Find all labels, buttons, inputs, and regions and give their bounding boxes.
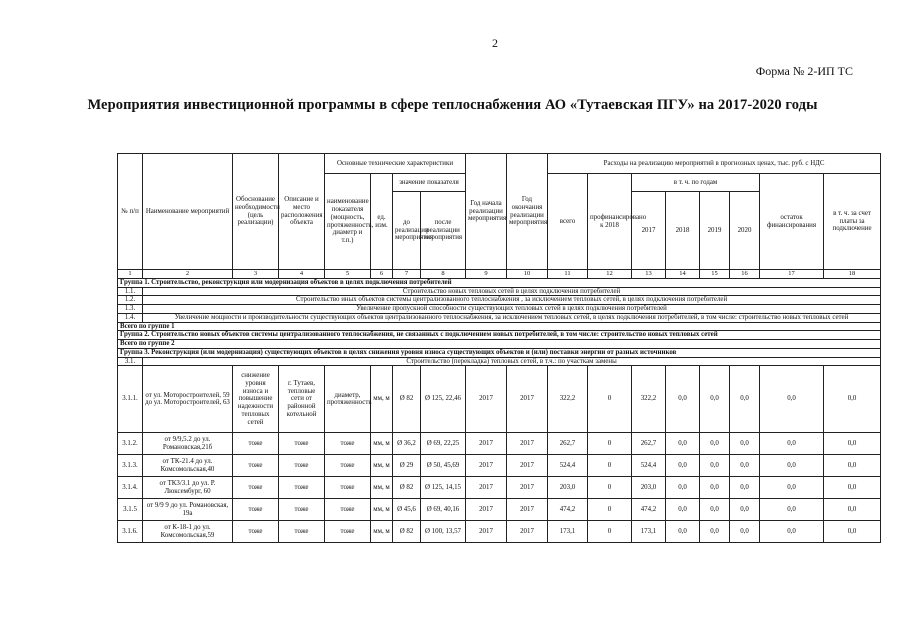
column-number: 17	[760, 270, 824, 279]
row-start: 2017	[466, 433, 507, 455]
table-row	[118, 433, 881, 455]
row-place: тоже	[279, 477, 325, 499]
column-number: 16	[730, 270, 760, 279]
row-2019: 0,0	[700, 455, 730, 477]
row-indicator: тоже	[325, 521, 371, 543]
group-row	[118, 279, 881, 288]
column-number: 14	[666, 270, 700, 279]
row-indicator: тоже	[325, 499, 371, 521]
page-number: 2	[492, 36, 498, 50]
row-indicator: тоже	[325, 455, 371, 477]
item-text: Строительство новых тепловых сетей в целях подключения потребителей	[143, 287, 881, 296]
item-text: Строительство иных объектов системы централизованного теплоснабжения , за исключением тепловых сетей, в целях подключения потребителей	[143, 296, 881, 305]
row-2017: 474,2	[632, 499, 666, 521]
row-before: Ø 45,6	[393, 499, 421, 521]
total-row	[118, 340, 881, 349]
row-start: 2017	[466, 366, 507, 433]
col-header-value-group: значение показателя	[393, 174, 466, 192]
table-row	[118, 477, 881, 499]
col-header-years-group: в т. ч. по годам	[632, 174, 760, 192]
row-place: г. Тутаев, тепловые сети от районной котельной	[279, 366, 325, 433]
column-number: 18	[824, 270, 881, 279]
row-total: 173,1	[548, 521, 588, 543]
row-2019: 0,0	[700, 521, 730, 543]
row-name: от 9/9 9 до ул. Романовская, 19а	[143, 499, 233, 521]
table-row	[118, 521, 881, 543]
page-title: Мероприятия инвестиционной программы в сфере теплоснабжения АО «Тутаевская ПГУ» на 2017-2020 годы	[87, 97, 818, 113]
item-number: 3.1.	[118, 357, 143, 366]
group-2-total: Всего по группе 2	[118, 340, 881, 349]
item-number: 1.2.	[118, 296, 143, 305]
group-3-title: Группа 3. Реконструкция (или модернизация) существующих объектов в целях снижения уровня износа существующих объектов и (или) поставки энергии от разных источников	[118, 348, 881, 357]
column-number: 10	[507, 270, 548, 279]
row-financed: 0	[588, 521, 632, 543]
item-number: 1.1.	[118, 287, 143, 296]
item-number: 1.3.	[118, 305, 143, 314]
row-2020: 0,0	[730, 366, 760, 433]
col-header-2019: 2019	[700, 192, 730, 270]
row-financed: 0	[588, 366, 632, 433]
col-header-total: всего	[548, 174, 588, 270]
table-row	[118, 357, 881, 366]
row-unit: мм, м	[371, 455, 393, 477]
row-number: 3.1.4.	[118, 477, 143, 499]
row-2018: 0,0	[666, 499, 700, 521]
row-after: Ø 50, 45,69	[421, 455, 466, 477]
investment-program-table	[117, 153, 881, 543]
column-number: 6	[371, 270, 393, 279]
column-number: 3	[233, 270, 279, 279]
group-row	[118, 331, 881, 340]
row-reason: тоже	[233, 455, 279, 477]
row-2017: 262,7	[632, 433, 666, 455]
row-financed: 0	[588, 499, 632, 521]
group-row	[118, 348, 881, 357]
row-number: 3.1.2.	[118, 433, 143, 455]
item-number: 1.4.	[118, 313, 143, 322]
column-number: 5	[325, 270, 371, 279]
row-2019: 0,0	[700, 499, 730, 521]
row-name: от К-18-1 до ул. Комсомольская,59	[143, 521, 233, 543]
column-number: 11	[548, 270, 588, 279]
col-header-2020: 2020	[730, 192, 760, 270]
row-reason: тоже	[233, 499, 279, 521]
table-row	[118, 287, 881, 296]
column-number: 12	[588, 270, 632, 279]
row-fee: 0,0	[824, 455, 881, 477]
row-indicator: диаметр, протяженность	[325, 366, 371, 433]
row-remaining: 0,0	[760, 499, 824, 521]
row-2017: 203,0	[632, 477, 666, 499]
item-text: Увеличение пропускной способности существующих тепловых сетей в целях подключения потребителей	[143, 305, 881, 314]
row-total: 322,2	[548, 366, 588, 433]
row-2017: 322,2	[632, 366, 666, 433]
row-name: от ТК-21.4 до ул. Комсомольская,40	[143, 455, 233, 477]
row-total: 524,4	[548, 455, 588, 477]
row-2020: 0,0	[730, 433, 760, 455]
column-number: 1	[118, 270, 143, 279]
row-number: 3.1.6.	[118, 521, 143, 543]
col-header-before: до реализации мероприятия	[393, 192, 421, 270]
col-header-incl-fee: в т. ч. за счет платы за подключение	[824, 174, 881, 270]
row-financed: 0	[588, 455, 632, 477]
row-after: Ø 100, 13,57	[421, 521, 466, 543]
row-2020: 0,0	[730, 499, 760, 521]
row-name: от ул. Моторостроителей, 59 до ул. Моторостроителей, 63	[143, 366, 233, 433]
row-2020: 0,0	[730, 477, 760, 499]
row-end: 2017	[507, 433, 548, 455]
row-unit: мм, м	[371, 521, 393, 543]
row-before: Ø 82	[393, 366, 421, 433]
form-label: Форма № 2-ИП ТС	[755, 64, 853, 78]
row-end: 2017	[507, 477, 548, 499]
col-header-location: Описание и место расположения объекта	[279, 154, 325, 270]
row-2017: 173,1	[632, 521, 666, 543]
table-row	[118, 499, 881, 521]
row-indicator: тоже	[325, 477, 371, 499]
row-2017: 524,4	[632, 455, 666, 477]
group-1-total: Всего по группе 1	[118, 322, 881, 331]
row-2018: 0,0	[666, 477, 700, 499]
row-before: Ø 82	[393, 477, 421, 499]
row-remaining: 0,0	[760, 455, 824, 477]
column-number: 13	[632, 270, 666, 279]
col-header-2017: 2017	[632, 192, 666, 270]
row-unit: мм, м	[371, 366, 393, 433]
row-start: 2017	[466, 521, 507, 543]
col-header-year-start: Год начала реализации мероприятия	[466, 154, 507, 270]
row-number: 3.1.1.	[118, 366, 143, 433]
row-fee: 0,0	[824, 521, 881, 543]
table-row	[118, 366, 881, 433]
row-reason: тоже	[233, 433, 279, 455]
column-number: 9	[466, 270, 507, 279]
col-header-name: Наименование мероприятий	[143, 154, 233, 270]
table-row	[118, 313, 881, 322]
row-total: 262,7	[548, 433, 588, 455]
row-place: тоже	[279, 433, 325, 455]
row-2018: 0,0	[666, 366, 700, 433]
table-header	[118, 154, 881, 279]
row-place: тоже	[279, 521, 325, 543]
row-total: 203,0	[548, 477, 588, 499]
row-total: 474,2	[548, 499, 588, 521]
table-row	[118, 455, 881, 477]
col-header-financed: профинансировано к 2018	[588, 174, 632, 270]
row-unit: мм, м	[371, 499, 393, 521]
total-row	[118, 322, 881, 331]
row-start: 2017	[466, 477, 507, 499]
row-2018: 0,0	[666, 455, 700, 477]
row-end: 2017	[507, 521, 548, 543]
row-2020: 0,0	[730, 521, 760, 543]
row-indicator: тоже	[325, 433, 371, 455]
row-end: 2017	[507, 499, 548, 521]
item-text: Строительство (перекладка) тепловых сетей, в т.ч.: по участкам замены	[143, 357, 881, 366]
row-remaining: 0,0	[760, 521, 824, 543]
row-financed: 0	[588, 433, 632, 455]
row-reason: снижение уровня износа и повышение надежности тепловых сетей	[233, 366, 279, 433]
row-end: 2017	[507, 366, 548, 433]
column-number: 15	[700, 270, 730, 279]
row-unit: мм, м	[371, 477, 393, 499]
row-place: тоже	[279, 499, 325, 521]
column-number: 2	[143, 270, 233, 279]
row-after: Ø 69, 22,25	[421, 433, 466, 455]
col-header-indicator: наименование показателя (мощность, протяженность, диаметр и т.п.)	[325, 174, 371, 270]
row-after: Ø 125, 14,15	[421, 477, 466, 499]
row-unit: мм, м	[371, 433, 393, 455]
item-text: Увеличение мощности и производительности существующих объектов централизованного теплоснабжения, за исключением тепловых сетей, в целях подключения потребителей, в том числе: строительство новых тепловых сетей	[143, 313, 881, 322]
row-number: 3.1.3.	[118, 455, 143, 477]
row-start: 2017	[466, 499, 507, 521]
row-end: 2017	[507, 455, 548, 477]
row-number: 3.1.5	[118, 499, 143, 521]
column-number: 8	[421, 270, 466, 279]
group-1-title: Группа 1. Строительство, реконструкция или модернизация объектов в целях подключения потребителей	[118, 279, 881, 288]
row-after: Ø 69, 40,16	[421, 499, 466, 521]
row-remaining: 0,0	[760, 366, 824, 433]
row-2018: 0,0	[666, 521, 700, 543]
row-before: Ø 36,2	[393, 433, 421, 455]
table-row	[118, 296, 881, 305]
col-header-year-end: Год окончания реализации мероприятия	[507, 154, 548, 270]
row-name: от ТК3/3.1 до ул. Р. Люксембург, 60	[143, 477, 233, 499]
row-place: тоже	[279, 455, 325, 477]
col-header-2018: 2018	[666, 192, 700, 270]
col-header-remaining: остаток финансирования	[760, 174, 824, 270]
col-header-unit: ед. изм.	[371, 174, 393, 270]
row-after: Ø 125, 22,46	[421, 366, 466, 433]
row-fee: 0,0	[824, 477, 881, 499]
col-header-costs-group: Расходы на реализацию мероприятий в прогнозных ценах, тыс. руб. с НДС	[548, 154, 881, 174]
table-row	[118, 305, 881, 314]
row-fee: 0,0	[824, 433, 881, 455]
row-before: Ø 82	[393, 521, 421, 543]
row-fee: 0,0	[824, 499, 881, 521]
row-2018: 0,0	[666, 433, 700, 455]
column-number: 7	[393, 270, 421, 279]
row-2019: 0,0	[700, 366, 730, 433]
col-header-no: № п/п	[118, 154, 143, 270]
row-2019: 0,0	[700, 433, 730, 455]
col-header-justification: Обоснование необходимости (цель реализации)	[233, 154, 279, 270]
row-before: Ø 29	[393, 455, 421, 477]
col-header-after: после реализации мероприятия	[421, 192, 466, 270]
row-2019: 0,0	[700, 477, 730, 499]
col-header-tech-group: Основные технические характеристики	[325, 154, 466, 174]
row-reason: тоже	[233, 521, 279, 543]
row-name: от 9/9,5.2 до ул. Романовская,21б	[143, 433, 233, 455]
row-financed: 0	[588, 477, 632, 499]
row-2020: 0,0	[730, 455, 760, 477]
row-reason: тоже	[233, 477, 279, 499]
row-remaining: 0,0	[760, 433, 824, 455]
row-fee: 0,0	[824, 366, 881, 433]
row-start: 2017	[466, 455, 507, 477]
row-remaining: 0,0	[760, 477, 824, 499]
column-number: 4	[279, 270, 325, 279]
table-body	[118, 279, 881, 543]
group-2-title: Группа 2. Строительство новых объектов системы централизованного теплоснабжения, не связанных с подключением новых потребителей, в том числе: строительство новых тепловых сетей	[118, 331, 881, 340]
